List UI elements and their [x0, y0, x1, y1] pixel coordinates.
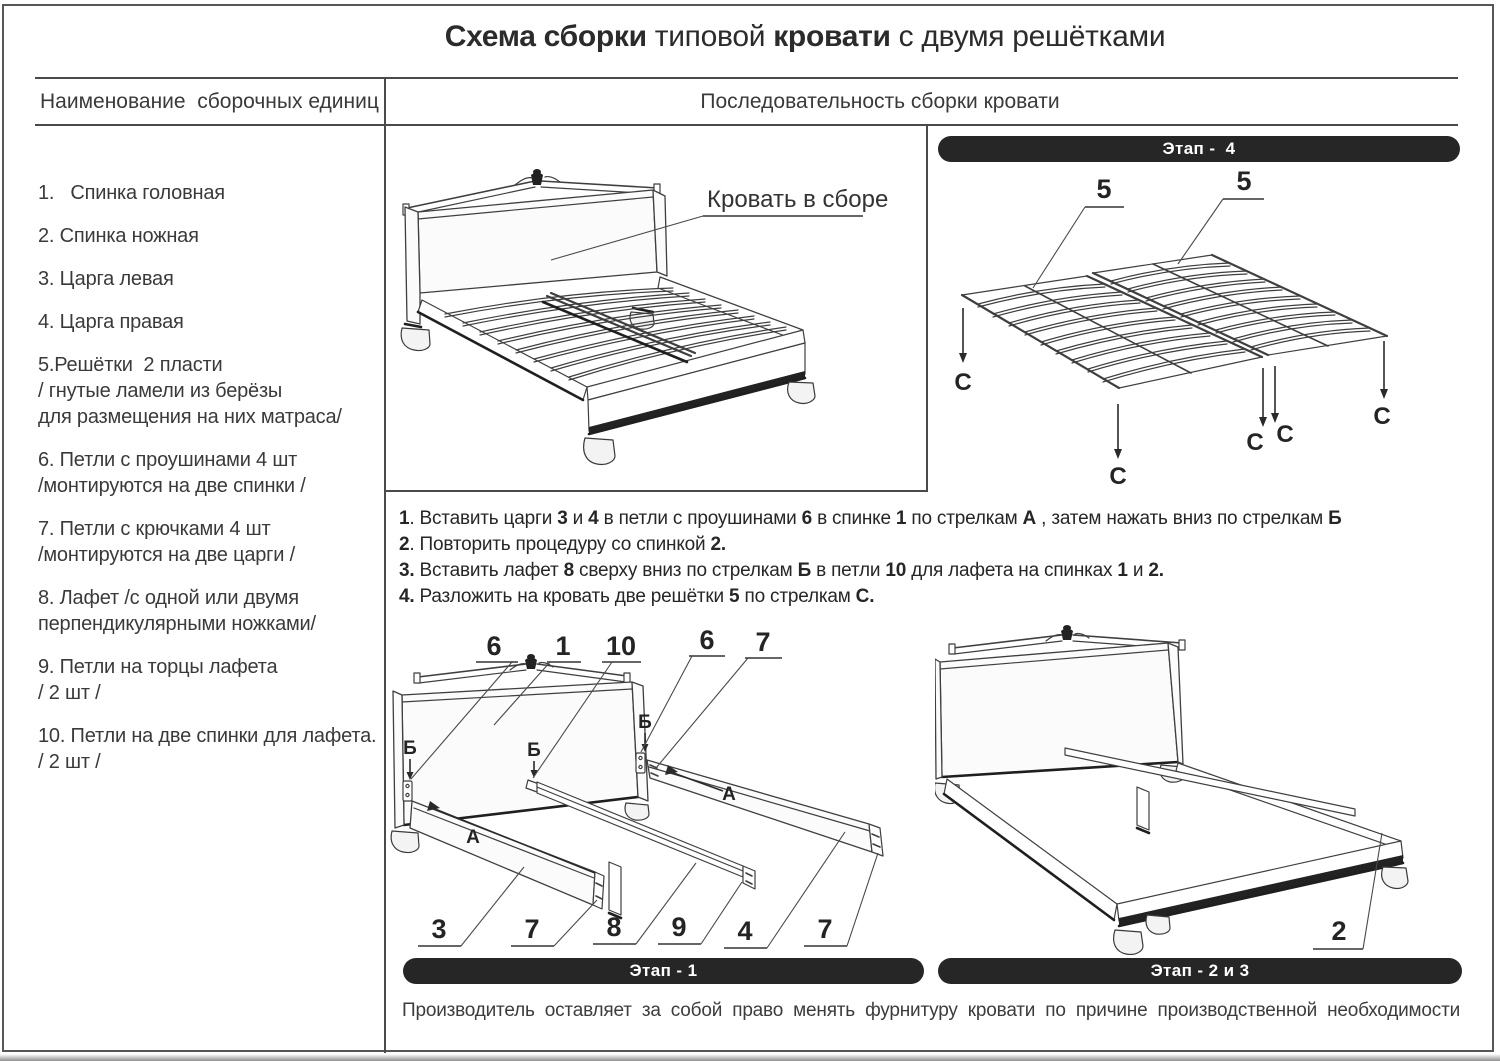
instruction-segment: 2.: [710, 534, 726, 555]
part-callout: 2: [1331, 916, 1347, 946]
title-segment: Схема сборки: [444, 20, 647, 53]
lafet-leg-icon: [609, 862, 621, 915]
part-list-item: [38, 223, 390, 249]
title-divider: [35, 77, 1458, 79]
page-edge-shadow: [0, 1054, 1500, 1061]
stage4-callouts: [1033, 166, 1264, 288]
part-list-line: 8. Лафет /с одной или двумя: [38, 587, 299, 609]
instruction-segment: Вставить лафет: [414, 560, 564, 581]
part-callout: 7: [524, 914, 540, 944]
part-list-item: [38, 447, 390, 499]
part-callout: 3: [431, 914, 447, 944]
part-list-line: 7. Петли с крючками 4 шт: [38, 518, 271, 540]
part-list-line: 4. Царга правая: [38, 311, 184, 333]
part-callout: 6: [486, 631, 502, 661]
instruction-segment: 1: [895, 508, 907, 529]
stage-2-3-pill: Этап - 2 и 3: [938, 958, 1462, 984]
arrow-letter: Б: [527, 740, 541, 761]
title-segment: с двумя решётками: [890, 20, 1166, 53]
part-list-item: [38, 585, 390, 637]
part-callout: 9: [671, 912, 687, 942]
instruction-segment: 3.: [399, 560, 415, 581]
part-list-item: [38, 180, 390, 206]
manufacturer-note: Производитель оставляет за собой право менять фурнитуру кровати по причине производственной необходимости: [402, 1000, 1460, 1021]
instruction-segment: 3: [557, 508, 568, 529]
part-list-line: 3. Царга левая: [38, 268, 174, 290]
part-list-line: перпендикулярными ножками/: [38, 613, 316, 635]
assembled-panel-bottom-divider: [384, 490, 928, 492]
arrow-c-group: [954, 308, 1390, 490]
bed-foot-icon: [584, 438, 615, 464]
bed-foot-icon: [625, 803, 649, 820]
parts-column-header: Наименование сборочных единиц: [40, 90, 379, 113]
instruction-segment: по стрелкам: [739, 586, 856, 607]
instruction-segment: Б: [1328, 508, 1342, 529]
instruction-segment: в спинке: [812, 508, 896, 529]
assembled-bed-label: Кровать в сборе: [707, 186, 889, 213]
stage-1-pill: Этап - 1: [403, 958, 924, 984]
bed-frame-icon: [418, 277, 815, 464]
part-list-item: [38, 309, 390, 335]
instruction-segment: 2: [399, 534, 410, 555]
arrow-letter: С: [1246, 429, 1264, 456]
vase-ornament-icon: [525, 658, 537, 670]
part-list-line: 6. Петли с проушинами 4 шт: [38, 449, 298, 471]
lafet-leg-icon: [1137, 787, 1149, 830]
instruction-segment: 8: [563, 560, 574, 581]
instruction-segment: Б: [797, 560, 812, 581]
instruction-segment: 5: [729, 586, 740, 607]
lafet-beam-icon: [1065, 748, 1355, 816]
arrow-letter: С: [954, 369, 972, 396]
part-list-line: 9. Петли на торцы лафета: [38, 656, 278, 678]
side-rail-left-icon: [410, 801, 604, 909]
instructions: [399, 506, 1474, 610]
instruction-segment: для лафета на спинках: [906, 560, 1118, 581]
instruction-segment: 2.: [1148, 560, 1164, 581]
arrow-letter: А: [466, 827, 480, 848]
part-list-line: 2. Спинка ножная: [38, 225, 199, 247]
arrow-letter: С: [1109, 463, 1127, 490]
arrow-letter: Б: [403, 738, 417, 759]
part-callout: 4: [737, 916, 753, 946]
sequence-column-header: Последовательность сборки кровати: [700, 90, 1060, 113]
instruction-segment: по стрелкам: [906, 508, 1023, 529]
instruction-segment: в петли: [811, 560, 886, 581]
part-callout: 7: [755, 627, 771, 657]
grid-callout: 5: [1096, 174, 1112, 204]
instruction-segment: и: [1127, 560, 1149, 581]
part-list-item: [38, 266, 390, 292]
instruction-segment: сверху вниз по стрелкам: [573, 560, 798, 581]
arrow-letter: А: [722, 784, 736, 805]
part-list-line: 10. Петли на две спинки для лафета.: [38, 725, 377, 747]
assembled-bed-diagram: [385, 124, 927, 490]
stage-4-pill: Этап - 4: [938, 136, 1460, 162]
part-list-item: [38, 352, 390, 430]
instruction-segment: . Вставить царги: [409, 508, 558, 529]
page-title: [0, 20, 1500, 54]
part-callout: 7: [817, 914, 833, 944]
part-callout: 10: [605, 631, 637, 661]
instruction-line: [399, 532, 1474, 558]
part-callout: 8: [606, 912, 622, 942]
instruction-segment: 4.: [399, 586, 415, 607]
arrow-letter: С: [1373, 403, 1391, 430]
part-list-item: [38, 654, 390, 706]
instruction-segment: и: [567, 508, 589, 529]
part-callout: 1: [555, 631, 571, 661]
bed-foot-icon: [401, 328, 430, 351]
instruction-segment: 1: [1117, 560, 1128, 581]
instruction-segment: С.: [855, 586, 875, 607]
part-list-line: /монтируются на две спинки /: [38, 475, 306, 497]
stage-4-diagram: [927, 124, 1495, 490]
part-list-line: / гнутые ламели из берёзы: [38, 380, 283, 402]
part-list-item: [38, 723, 390, 775]
instruction-segment: А: [1022, 508, 1037, 529]
bed-foot-icon: [1146, 915, 1170, 934]
part-list-line: / 2 шт /: [38, 751, 101, 773]
part-list-line: /монтируются на две царги /: [38, 544, 295, 566]
instruction-segment: . Повторить процедуру со спинкой: [409, 534, 711, 555]
arrow-letter: Б: [638, 712, 652, 733]
headboard-icon: [935, 625, 1185, 804]
title-segment: типовой: [646, 20, 774, 53]
part-list-line: 5.Решётки 2 пласти: [38, 354, 223, 376]
bed-foot-icon: [1114, 930, 1143, 954]
vase-ornament-icon: [531, 173, 543, 186]
instruction-segment: 6: [801, 508, 812, 529]
instruction-segment: Разложить на кровать две решётки: [414, 586, 730, 607]
instruction-segment: 10: [885, 560, 907, 581]
grid-callout: 5: [1236, 166, 1252, 196]
parts-list: [38, 180, 390, 792]
stage-2-3-diagram: [935, 615, 1495, 955]
instruction-line: [399, 558, 1474, 584]
slat-grid-right-icon: [1093, 255, 1387, 355]
instruction-segment: , затем нажать вниз по стрелкам: [1036, 508, 1329, 529]
bed-foot-icon: [788, 382, 815, 403]
instruction-segment: 1: [399, 508, 410, 529]
instruction-line: [399, 584, 1474, 610]
part-list-line: 1. Спинка головная: [38, 182, 225, 204]
slat-grid-left-icon: [962, 273, 1268, 388]
instruction-segment: в петли с проушинами: [598, 508, 802, 529]
part-callout: 6: [699, 625, 715, 655]
stage-1-diagram: [390, 615, 930, 955]
part-list-item: [38, 516, 390, 568]
instruction-line: [399, 506, 1474, 532]
part-list-line: для размещения на них матраса/: [38, 406, 342, 428]
arrow-letter: С: [1276, 421, 1294, 448]
bed-foot-icon: [1382, 867, 1408, 888]
vase-ornament-icon: [1061, 629, 1073, 641]
part-list-line: / 2 шт /: [38, 682, 101, 704]
bed-foot-icon: [391, 831, 419, 853]
instruction-segment: 4: [588, 508, 599, 529]
title-segment: кровати: [773, 20, 891, 53]
